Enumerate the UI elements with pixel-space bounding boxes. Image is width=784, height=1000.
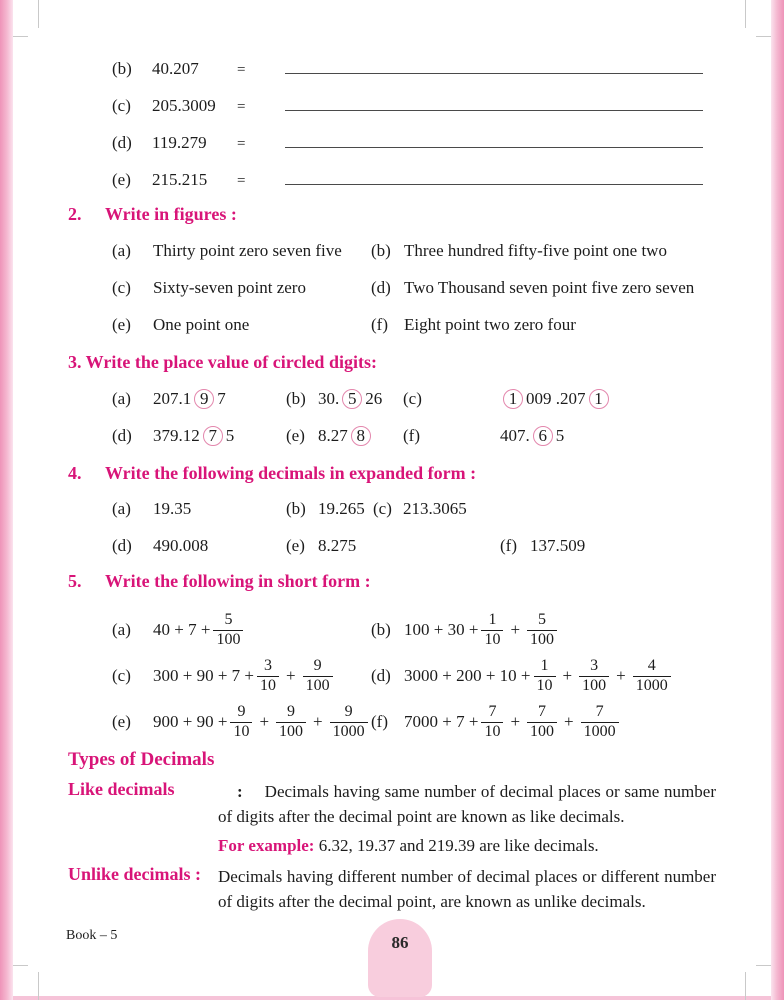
question-title: Write in figures : bbox=[105, 204, 237, 224]
answer-blank-line bbox=[285, 56, 703, 74]
item-label: (d) bbox=[371, 278, 391, 297]
item-label: (c) bbox=[112, 278, 131, 297]
unlike-decimals-body bbox=[218, 864, 716, 914]
definition-text: Decimals having same number of decimal places or same number of digits after the decimal point are known as like decimals. bbox=[218, 782, 716, 826]
question-3-row bbox=[68, 387, 716, 411]
fraction: $\frac{4}{1000}$ bbox=[633, 657, 671, 695]
decimal-value: 490.008 bbox=[153, 536, 209, 555]
circled-digit: 9 bbox=[194, 389, 214, 409]
item-label: (f) bbox=[500, 536, 517, 555]
question-5-row bbox=[68, 653, 716, 699]
crop-mark bbox=[38, 972, 39, 1000]
answer-blank-line bbox=[285, 167, 703, 185]
fraction: $\frac{7}{1000}$ bbox=[581, 703, 619, 741]
question-number: 4. bbox=[68, 463, 82, 483]
book-label: Book – 5 bbox=[66, 928, 118, 943]
expanded-expression: 7000 + 7 + $\frac{7}{10}$ + $\frac{7}{100}$ + $\frac{7}{1000}$ bbox=[404, 703, 716, 741]
decimal-value: 40.207 bbox=[152, 59, 199, 78]
fraction: $\frac{5}{100}$ bbox=[213, 611, 243, 649]
decimal-value: 19.35 bbox=[153, 499, 192, 518]
fraction: $\frac{7}{100}$ bbox=[527, 703, 557, 741]
circled-digit-value: 30. 5 26 bbox=[318, 389, 383, 408]
item-text: Two Thousand seven point five zero seven bbox=[404, 278, 695, 297]
question-3-items bbox=[68, 374, 716, 448]
question-5-row bbox=[68, 699, 716, 745]
fill-in-section bbox=[68, 0, 716, 187]
equals-sign: = bbox=[237, 62, 246, 78]
answer-blank-line bbox=[285, 93, 703, 111]
unlike-decimals-term: Unlike decimals : bbox=[68, 864, 201, 884]
decimal-value: 119.279 bbox=[152, 133, 207, 152]
definition-colon: : bbox=[237, 782, 243, 801]
fraction: $\frac{1}{10}$ bbox=[481, 611, 503, 649]
item-label: (e) bbox=[112, 712, 131, 731]
question-2-items bbox=[68, 226, 716, 335]
decimal-value: 213.3065 bbox=[403, 499, 467, 518]
fraction: $\frac{7}{10}$ bbox=[481, 703, 503, 741]
page-number-tab bbox=[368, 919, 432, 997]
decimal-value: 215.215 bbox=[152, 170, 208, 189]
decimal-value: 8.275 bbox=[318, 536, 357, 555]
fraction: $\frac{9}{100}$ bbox=[303, 657, 333, 695]
item-label: (a) bbox=[112, 241, 131, 260]
circled-digit-value: 207.1 9 7 bbox=[153, 389, 226, 408]
item-label: (f) bbox=[371, 315, 388, 334]
expanded-expression: 3000 + 200 + 10 + $\frac{1}{10}$ + $\frac{3}{100}$ + $\frac{4}{1000}$ bbox=[404, 657, 716, 695]
item-label: (d) bbox=[371, 666, 391, 685]
question-5-items bbox=[68, 593, 716, 745]
question-2-row bbox=[68, 241, 716, 261]
circled-digit: 1 bbox=[589, 389, 609, 409]
item-label: (f) bbox=[403, 426, 420, 445]
item-text: Thirty point zero seven five bbox=[153, 241, 342, 260]
question-2-row bbox=[68, 278, 716, 298]
fill-in-row-b bbox=[68, 56, 716, 76]
item-label: (c) bbox=[373, 499, 392, 518]
circled-digit: 6 bbox=[533, 426, 553, 446]
fraction: $\frac{3}{100}$ bbox=[579, 657, 609, 695]
item-label: (a) bbox=[112, 620, 131, 639]
question-2-row bbox=[68, 315, 716, 335]
item-label: (b) bbox=[371, 241, 391, 260]
unlike-decimals-definition bbox=[68, 864, 716, 914]
crop-mark bbox=[13, 965, 28, 966]
crop-mark bbox=[756, 965, 771, 966]
item-label: (a) bbox=[112, 499, 131, 518]
item-label: (c) bbox=[403, 389, 422, 408]
equals-sign: = bbox=[237, 136, 246, 152]
expanded-expression: 900 + 90 + $\frac{9}{10}$ + $\frac{9}{100}$ + $\frac{9}{1000}$ bbox=[153, 703, 371, 741]
example-text: 6.32, 19.37 and 219.39 are like decimals. bbox=[318, 836, 599, 855]
fraction: $\frac{1}{10}$ bbox=[534, 657, 556, 695]
expanded-expression: 40 + 7 + $\frac{5}{100}$ bbox=[153, 611, 371, 649]
circled-digit: 5 bbox=[342, 389, 362, 409]
item-label: (c) bbox=[112, 96, 131, 115]
item-label: (f) bbox=[371, 712, 388, 731]
types-of-decimals-heading: Types of Decimals bbox=[68, 749, 215, 770]
expanded-expression: 100 + 30 + $\frac{1}{10}$ + $\frac{5}{100}$ bbox=[404, 611, 716, 649]
question-title: Write the following in short form : bbox=[105, 571, 371, 591]
equals-sign: = bbox=[237, 99, 246, 115]
item-label: (b) bbox=[371, 620, 391, 639]
question-4-items bbox=[68, 485, 716, 556]
question-title: 3. Write the place value of circled digits: bbox=[68, 352, 377, 372]
question-4-row bbox=[68, 499, 716, 519]
fraction: $\frac{5}{100}$ bbox=[527, 611, 557, 649]
item-label: (e) bbox=[112, 170, 131, 189]
circled-digit: 8 bbox=[351, 426, 371, 446]
like-decimals-definition bbox=[68, 779, 716, 858]
item-label: (e) bbox=[112, 315, 131, 334]
item-text: One point one bbox=[153, 315, 250, 334]
circled-digit: 7 bbox=[203, 426, 223, 446]
item-label: (a) bbox=[112, 389, 131, 408]
answer-blank-line bbox=[285, 130, 703, 148]
circled-digit: 1 bbox=[503, 389, 523, 409]
item-label: (b) bbox=[286, 499, 306, 518]
item-label: (b) bbox=[286, 389, 306, 408]
question-5-row bbox=[68, 607, 716, 653]
decimal-value: 205.3009 bbox=[152, 96, 216, 115]
item-text: Sixty-seven point zero bbox=[153, 278, 306, 297]
question-4-heading bbox=[68, 463, 716, 485]
item-label: (d) bbox=[112, 426, 132, 445]
like-decimals-body bbox=[218, 779, 716, 858]
question-3-heading bbox=[68, 352, 716, 374]
circled-digit-value: 8.27 8 bbox=[318, 426, 403, 446]
item-label: (d) bbox=[112, 536, 132, 555]
page-number: 86 bbox=[391, 933, 409, 952]
fraction: $\frac{9}{10}$ bbox=[230, 703, 252, 741]
question-5-heading bbox=[68, 571, 716, 593]
fraction: $\frac{9}{100}$ bbox=[276, 703, 306, 741]
item-label: (b) bbox=[112, 59, 132, 78]
item-label: (e) bbox=[286, 426, 305, 445]
item-text: Three hundred fifty-five point one two bbox=[404, 241, 667, 260]
fraction: $\frac{9}{1000}$ bbox=[330, 703, 368, 741]
item-label: (e) bbox=[286, 536, 305, 555]
decimal-value: 137.509 bbox=[530, 536, 586, 555]
fill-in-row-d bbox=[68, 130, 716, 150]
fraction: $\frac{3}{10}$ bbox=[257, 657, 279, 695]
question-number: 2. bbox=[68, 204, 82, 224]
expanded-expression: 300 + 90 + 7 + $\frac{3}{10}$ + $\frac{9}{100}$ bbox=[153, 657, 371, 695]
item-text: Eight point two zero four bbox=[404, 315, 576, 334]
like-decimals-term: Like decimals bbox=[68, 779, 175, 799]
question-4-row bbox=[68, 536, 716, 556]
question-title: Write the following decimals in expanded form : bbox=[105, 463, 477, 483]
circled-digit-value: 407. 6 5 bbox=[500, 426, 565, 445]
fill-in-row-c bbox=[68, 93, 716, 113]
equals-sign: = bbox=[237, 173, 246, 189]
fill-in-row-e bbox=[68, 167, 716, 187]
definition-text: Decimals having different number of decimal places or different number of digits after the decimal point, are known as unlike decimals. bbox=[218, 867, 716, 911]
question-3-row bbox=[68, 424, 716, 448]
question-number: 5. bbox=[68, 571, 82, 591]
item-label: (d) bbox=[112, 133, 132, 152]
decimal-value: 19.265 bbox=[318, 499, 365, 518]
circled-digit-value: 1 009 .207 1 bbox=[500, 389, 716, 409]
question-2-heading bbox=[68, 204, 716, 226]
example-label: For example: bbox=[218, 836, 315, 855]
circled-digit-value: 379.12 7 5 bbox=[153, 426, 235, 445]
crop-mark bbox=[745, 972, 746, 1000]
item-label: (c) bbox=[112, 666, 131, 685]
